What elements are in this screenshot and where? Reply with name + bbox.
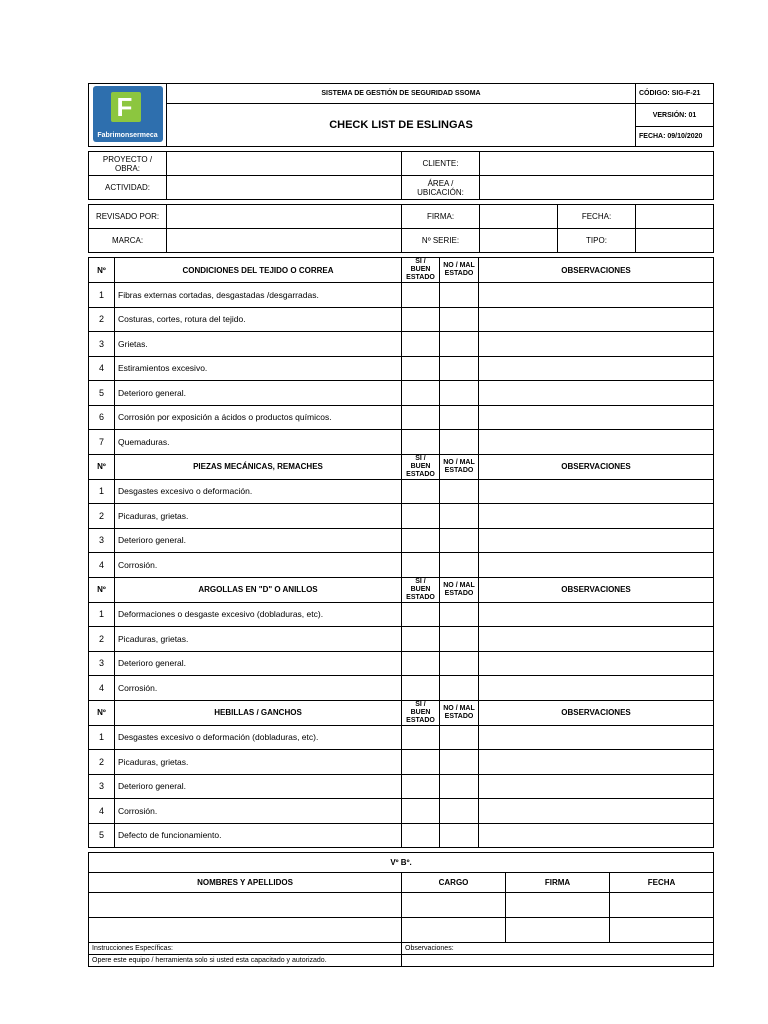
- section-header: [89, 700, 714, 725]
- yes-checkbox-cell[interactable]: [402, 553, 440, 578]
- activity-label: ACTIVIDAD:: [89, 176, 167, 200]
- checklist-row: [89, 651, 714, 676]
- col-num-header: Nº: [89, 577, 115, 602]
- checklist-row: [89, 750, 714, 775]
- type-label: TIPO:: [558, 229, 636, 253]
- checklist-row: [89, 479, 714, 504]
- item-number: 3: [89, 332, 115, 357]
- item-description: Deterioro general.: [115, 651, 402, 676]
- checklist-row: [89, 430, 714, 455]
- checklist-row: [89, 725, 714, 750]
- approval-title: Vº Bº.: [89, 853, 714, 873]
- approval-date-field[interactable]: [610, 893, 714, 918]
- checklist-row: [89, 332, 714, 357]
- checklist-row: [89, 405, 714, 430]
- observation-cell[interactable]: [479, 823, 714, 848]
- item-number: 1: [89, 479, 115, 504]
- col-yes-header: SI / BUEN ESTADO: [402, 700, 440, 725]
- activity-field[interactable]: [167, 176, 402, 200]
- client-field[interactable]: [480, 152, 714, 176]
- observation-cell[interactable]: [479, 528, 714, 553]
- no-checkbox-cell[interactable]: [440, 553, 479, 578]
- item-description: Estiramientos excesivo.: [115, 356, 402, 381]
- instructions-text: Opere este equipo / herramienta solo si usted esta capacitado y autorizado.: [89, 955, 402, 967]
- section-title: PIEZAS MECÁNICAS, REMACHES: [115, 454, 402, 479]
- brand-field[interactable]: [167, 229, 402, 253]
- item-number: 2: [89, 627, 115, 652]
- item-number: 4: [89, 676, 115, 701]
- checklist-table: [88, 257, 714, 848]
- observation-cell[interactable]: [479, 651, 714, 676]
- section-header: [89, 454, 714, 479]
- section-title: CONDICIONES DEL TEJIDO O CORREA: [115, 258, 402, 283]
- review-date-field[interactable]: [636, 205, 714, 229]
- yes-checkbox-cell[interactable]: [402, 356, 440, 381]
- signature-field[interactable]: [480, 205, 558, 229]
- col-yes-header: SI / BUEN ESTADO: [402, 454, 440, 479]
- item-number: 6: [89, 405, 115, 430]
- serial-label: Nº SERIE:: [402, 229, 480, 253]
- item-description: Corrosión por exposición a ácidos o productos químicos.: [115, 405, 402, 430]
- checklist-row: [89, 799, 714, 824]
- checklist-row: [89, 356, 714, 381]
- reviewed-field[interactable]: [167, 205, 402, 229]
- col-no-header: NO / MAL ESTADO: [440, 454, 479, 479]
- item-description: Desgastes excesivo o deformación.: [115, 479, 402, 504]
- form-code: CÓDIGO: SIG-F-21: [636, 84, 714, 104]
- client-label: CLIENTE:: [402, 152, 480, 176]
- review-info: [88, 204, 714, 253]
- no-checkbox-cell[interactable]: [440, 430, 479, 455]
- yes-checkbox-cell[interactable]: [402, 528, 440, 553]
- checklist-row: [89, 381, 714, 406]
- observation-cell[interactable]: [479, 504, 714, 529]
- item-description: Corrosión.: [115, 676, 402, 701]
- item-number: 5: [89, 823, 115, 848]
- checklist-row: [89, 823, 714, 848]
- approval-signature-field[interactable]: [506, 893, 610, 918]
- item-description: Picaduras, grietas.: [115, 627, 402, 652]
- col-yes-header: SI / BUEN ESTADO: [402, 577, 440, 602]
- no-checkbox-cell[interactable]: [440, 651, 479, 676]
- observation-cell[interactable]: [479, 602, 714, 627]
- form-title: CHECK LIST DE ESLINGAS: [167, 104, 636, 147]
- checklist-form: [88, 83, 713, 967]
- yes-checkbox-cell[interactable]: [402, 774, 440, 799]
- yes-checkbox-cell[interactable]: [402, 823, 440, 848]
- item-description: Costuras, cortes, rotura del tejido.: [115, 307, 402, 332]
- no-checkbox-cell[interactable]: [440, 799, 479, 824]
- checklist-row: [89, 307, 714, 332]
- col-no-header: NO / MAL ESTADO: [440, 258, 479, 283]
- area-field[interactable]: [480, 176, 714, 200]
- footer-table: [88, 943, 714, 967]
- item-number: 4: [89, 356, 115, 381]
- system-name: SISTEMA DE GESTIÓN DE SEGURIDAD SSOMA: [167, 84, 636, 104]
- yes-checkbox-cell[interactable]: [402, 651, 440, 676]
- approval-position-field[interactable]: [402, 918, 506, 943]
- yes-checkbox-cell[interactable]: [402, 381, 440, 406]
- approval-name-field[interactable]: [89, 918, 402, 943]
- item-number: 4: [89, 553, 115, 578]
- observation-cell[interactable]: [479, 750, 714, 775]
- col-observations-header: OBSERVACIONES: [479, 700, 714, 725]
- col-num-header: Nº: [89, 258, 115, 283]
- item-number: 3: [89, 774, 115, 799]
- col-num-header: Nº: [89, 700, 115, 725]
- form-version: VERSIÓN: 01: [636, 104, 714, 127]
- observations-field[interactable]: [402, 955, 714, 967]
- checklist-row: [89, 504, 714, 529]
- approval-signature-field[interactable]: [506, 918, 610, 943]
- no-checkbox-cell[interactable]: [440, 676, 479, 701]
- item-description: Picaduras, grietas.: [115, 504, 402, 529]
- col-observations-header: OBSERVACIONES: [479, 577, 714, 602]
- approval-position-field[interactable]: [402, 893, 506, 918]
- no-checkbox-cell[interactable]: [440, 823, 479, 848]
- no-checkbox-cell[interactable]: [440, 381, 479, 406]
- no-checkbox-cell[interactable]: [440, 750, 479, 775]
- checklist-row: [89, 528, 714, 553]
- col-no-header: NO / MAL ESTADO: [440, 577, 479, 602]
- section-title: HEBILLAS / GANCHOS: [115, 700, 402, 725]
- col-no-header: NO / MAL ESTADO: [440, 700, 479, 725]
- yes-checkbox-cell[interactable]: [402, 676, 440, 701]
- observation-cell[interactable]: [479, 627, 714, 652]
- observation-cell[interactable]: [479, 332, 714, 357]
- company-logo: F Fabrimonsermeca: [89, 84, 167, 147]
- observation-cell[interactable]: [479, 381, 714, 406]
- observation-cell[interactable]: [479, 283, 714, 308]
- item-description: Corrosión.: [115, 553, 402, 578]
- item-number: 1: [89, 283, 115, 308]
- item-description: Deterioro general.: [115, 528, 402, 553]
- item-description: Deformaciones o desgaste excesivo (dobladuras, etc).: [115, 602, 402, 627]
- item-number: 2: [89, 504, 115, 529]
- item-number: 2: [89, 750, 115, 775]
- yes-checkbox-cell[interactable]: [402, 627, 440, 652]
- observation-cell[interactable]: [479, 799, 714, 824]
- observations-label: Observaciones:: [402, 943, 714, 955]
- item-description: Fibras externas cortadas, desgastadas /desgarradas.: [115, 283, 402, 308]
- names-header: NOMBRES Y APELLIDOS: [89, 873, 402, 893]
- type-field[interactable]: [636, 229, 714, 253]
- approval-date-header: FECHA: [610, 873, 714, 893]
- observation-cell[interactable]: [479, 676, 714, 701]
- section-title: ARGOLLAS EN "D" O ANILLOS: [115, 577, 402, 602]
- no-checkbox-cell[interactable]: [440, 602, 479, 627]
- project-field[interactable]: [167, 152, 402, 176]
- item-description: Deterioro general.: [115, 774, 402, 799]
- no-checkbox-cell[interactable]: [440, 332, 479, 357]
- observation-cell[interactable]: [479, 479, 714, 504]
- project-info: [88, 151, 714, 200]
- checklist-row: [89, 602, 714, 627]
- checklist-row: [89, 676, 714, 701]
- item-number: 2: [89, 307, 115, 332]
- item-description: Grietas.: [115, 332, 402, 357]
- observation-cell[interactable]: [479, 725, 714, 750]
- observation-cell[interactable]: [479, 774, 714, 799]
- item-description: Quemaduras.: [115, 430, 402, 455]
- col-yes-header: SI / BUEN ESTADO: [402, 258, 440, 283]
- brand-label: MARCA:: [89, 229, 167, 253]
- no-checkbox-cell[interactable]: [440, 774, 479, 799]
- serial-field[interactable]: [480, 229, 558, 253]
- yes-checkbox-cell[interactable]: [402, 283, 440, 308]
- yes-checkbox-cell[interactable]: [402, 430, 440, 455]
- col-observations-header: OBSERVACIONES: [479, 258, 714, 283]
- observation-cell[interactable]: [479, 307, 714, 332]
- yes-checkbox-cell[interactable]: [402, 799, 440, 824]
- no-checkbox-cell[interactable]: [440, 504, 479, 529]
- no-checkbox-cell[interactable]: [440, 627, 479, 652]
- approval-date-field[interactable]: [610, 918, 714, 943]
- no-checkbox-cell[interactable]: [440, 405, 479, 430]
- item-description: Corrosión.: [115, 799, 402, 824]
- yes-checkbox-cell[interactable]: [402, 602, 440, 627]
- form-date: FECHA: 09/10/2020: [636, 127, 714, 147]
- approval-table: [88, 852, 714, 943]
- col-num-header: Nº: [89, 454, 115, 479]
- observation-cell[interactable]: [479, 430, 714, 455]
- item-description: Defecto de funcionamiento.: [115, 823, 402, 848]
- observation-cell[interactable]: [479, 356, 714, 381]
- observation-cell[interactable]: [479, 405, 714, 430]
- no-checkbox-cell[interactable]: [440, 356, 479, 381]
- review-date-label: FECHA:: [558, 205, 636, 229]
- yes-checkbox-cell[interactable]: [402, 750, 440, 775]
- section-header: [89, 577, 714, 602]
- area-label: ÁREA / UBICACIÓN:: [402, 176, 480, 200]
- checklist-row: [89, 283, 714, 308]
- item-number: 3: [89, 651, 115, 676]
- no-checkbox-cell[interactable]: [440, 307, 479, 332]
- yes-checkbox-cell[interactable]: [402, 307, 440, 332]
- checklist-row: [89, 553, 714, 578]
- no-checkbox-cell[interactable]: [440, 283, 479, 308]
- yes-checkbox-cell[interactable]: [402, 332, 440, 357]
- item-number: 5: [89, 381, 115, 406]
- no-checkbox-cell[interactable]: [440, 725, 479, 750]
- item-description: Picaduras, grietas.: [115, 750, 402, 775]
- approval-signature-header: FIRMA: [506, 873, 610, 893]
- form-header: [88, 83, 714, 147]
- item-number: 1: [89, 725, 115, 750]
- item-number: 3: [89, 528, 115, 553]
- yes-checkbox-cell[interactable]: [402, 405, 440, 430]
- item-description: Desgastes excesivo o deformación (dobladuras, etc).: [115, 725, 402, 750]
- no-checkbox-cell[interactable]: [440, 528, 479, 553]
- checklist-row: [89, 627, 714, 652]
- yes-checkbox-cell[interactable]: [402, 504, 440, 529]
- instructions-label: Instrucciones Específicas:: [89, 943, 402, 955]
- project-label: PROYECTO / OBRA:: [89, 152, 167, 176]
- no-checkbox-cell[interactable]: [440, 479, 479, 504]
- observation-cell[interactable]: [479, 553, 714, 578]
- item-description: Deterioro general.: [115, 381, 402, 406]
- yes-checkbox-cell[interactable]: [402, 479, 440, 504]
- section-header: [89, 258, 714, 283]
- yes-checkbox-cell[interactable]: [402, 725, 440, 750]
- checklist-row: [89, 774, 714, 799]
- col-observations-header: OBSERVACIONES: [479, 454, 714, 479]
- signature-label: FIRMA:: [402, 205, 480, 229]
- item-number: 4: [89, 799, 115, 824]
- item-number: 7: [89, 430, 115, 455]
- approval-name-field[interactable]: [89, 893, 402, 918]
- item-number: 1: [89, 602, 115, 627]
- position-header: CARGO: [402, 873, 506, 893]
- reviewed-label: REVISADO POR:: [89, 205, 167, 229]
